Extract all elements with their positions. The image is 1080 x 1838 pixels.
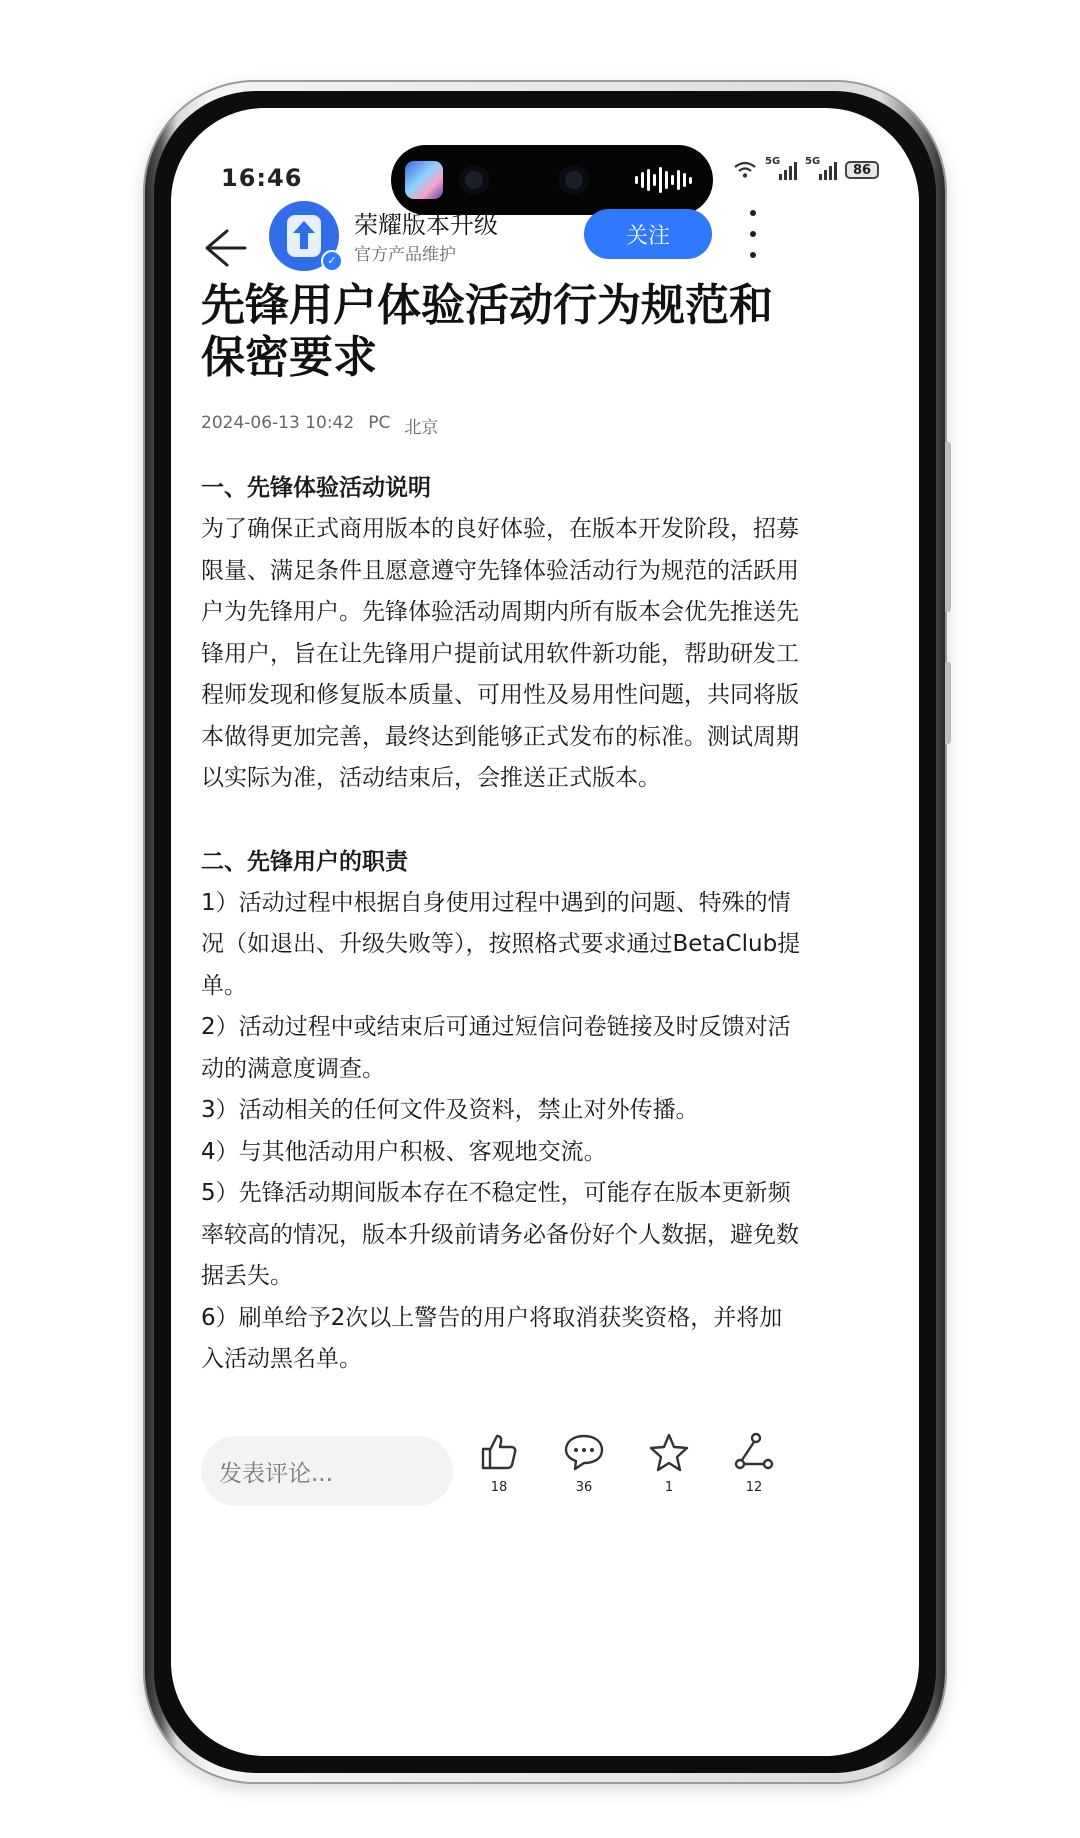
article-location: 北京	[404, 418, 439, 438]
comment-button[interactable]	[549, 1430, 619, 1495]
more-dot-icon	[750, 252, 756, 258]
article-body	[201, 468, 801, 1381]
status-time: 16:46	[221, 164, 303, 192]
back-button[interactable]	[201, 223, 251, 273]
duty-item: 3）活动相关的任何文件及资料，禁止对外传播。	[201, 1097, 699, 1123]
more-dot-icon	[750, 231, 756, 237]
wifi-icon	[733, 161, 757, 179]
favorite-button[interactable]	[634, 1430, 704, 1495]
account-name[interactable]: 荣耀版本升级	[354, 211, 498, 239]
upgrade-arrow-icon	[287, 215, 321, 257]
verified-badge-icon: ✓	[321, 250, 343, 272]
star-icon	[647, 1430, 691, 1474]
camera-icon	[459, 165, 489, 195]
share-icon	[732, 1430, 776, 1474]
article-date: 2024-06-13 10:42	[201, 413, 355, 433]
duty-item: 5）先锋活动期间版本存在不稳定性，可能存在版本更新频率较高的情况，版本升级前请务必备份好个人数据，避免数据丢失。	[201, 1180, 799, 1289]
article-meta	[201, 413, 438, 438]
network-type-label: 5G	[805, 156, 821, 167]
follow-button[interactable]: 关注	[584, 209, 712, 259]
battery-icon: 86	[845, 161, 879, 179]
section-paragraph: 为了确保正式商用版本的良好体验，在版本开发阶段，招募限量、满足条件且愿意遵守先锋体验活动行为规范的活跃用户为先锋用户。先锋体验活动周期内所有版本会优先推送先锋用户，旨在让先锋用户提前试用软件新功能，帮助研发工程师发现和修复版本质量、可用性及易用性问题，共同将版本做得更加完善，最终达到能够正式发布的标准。测试周期以实际为准，活动结束后，会推送正式版本。	[201, 516, 799, 791]
comment-count: 36	[575, 1480, 593, 1495]
comment-input[interactable]: 发表评论...	[201, 1436, 453, 1506]
phone-screen	[171, 108, 919, 1756]
power-button	[945, 662, 951, 744]
account-subtitle: 官方产品维护	[354, 245, 456, 265]
duty-item: 6）刷单给予2次以上警告的用户将取消获奖资格，并将加入活动黑名单。	[201, 1304, 783, 1372]
comment-bubble-icon	[562, 1430, 606, 1474]
share-count: 12	[745, 1480, 763, 1495]
camera-icon	[559, 165, 589, 195]
duty-item: 1）活动过程中根据自身使用过程中遇到的问题、特殊的情况（如退出、升级失败等），按照格式要求通过BetaClub提单。	[201, 889, 801, 999]
favorite-count: 1	[664, 1480, 674, 1495]
back-arrow-icon	[201, 223, 251, 273]
like-button[interactable]	[464, 1430, 534, 1495]
volume-button	[945, 442, 951, 612]
article-title: 先锋用户体验活动行为规范和保密要求	[201, 280, 773, 383]
status-icons	[733, 156, 879, 180]
duty-item: 4）与其他活动用户积极、客观地交流。	[201, 1138, 607, 1165]
section-heading: 二、先锋用户的职责	[201, 848, 408, 875]
signal-icon	[765, 156, 797, 180]
audio-wave-icon	[635, 167, 692, 193]
more-dot-icon	[750, 210, 756, 216]
phone-frame	[145, 82, 945, 1782]
signal-icon	[805, 156, 837, 180]
media-thumbnail	[405, 161, 443, 199]
phone-bezel	[154, 91, 936, 1773]
more-options-button[interactable]	[741, 210, 765, 258]
like-count: 18	[490, 1480, 508, 1495]
share-button[interactable]	[719, 1430, 789, 1495]
section-heading: 一、先锋体验活动说明	[201, 475, 431, 501]
duty-item: 2）活动过程中或结束后可通过短信问卷链接及时反馈对活动的满意度调查。	[201, 1014, 791, 1082]
thumbs-up-icon	[477, 1430, 521, 1474]
network-type-label: 5G	[765, 156, 781, 167]
article-source: PC	[368, 413, 391, 433]
